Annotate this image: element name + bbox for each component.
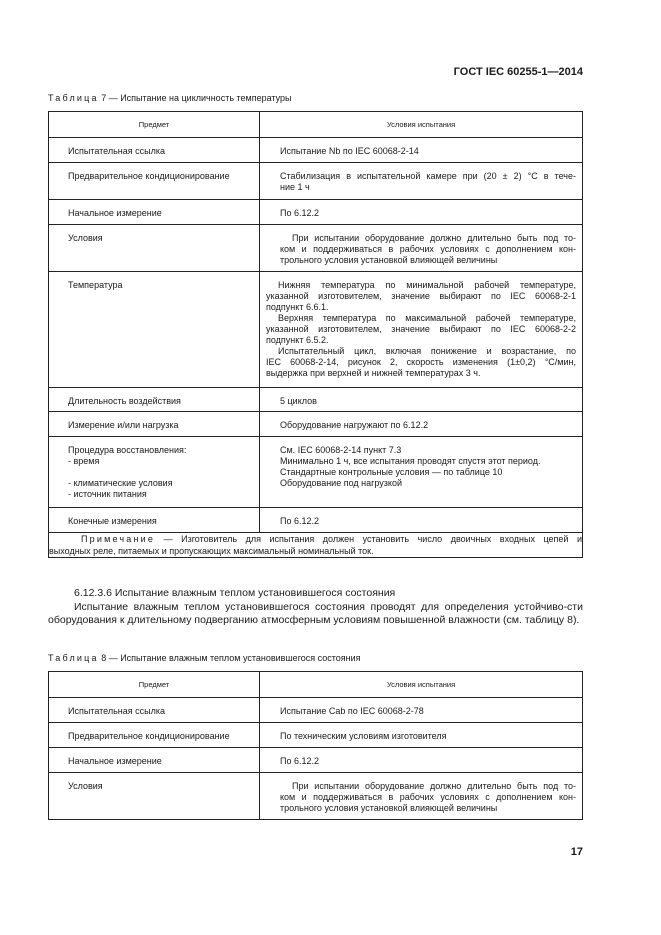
row-subject: Процедура восстановления: xyxy=(68,445,187,455)
table7-caption xyxy=(48,93,292,103)
row-condition: Верхняя температура по максимальной рабочей температуре, xyxy=(278,313,576,323)
row-subject: Начальное измерение xyxy=(68,208,162,218)
table7-caption-rest: 7 — Испытание на цикличность температуры xyxy=(98,93,292,103)
standard-header: ГОСТ IEC 60255-1—2014 xyxy=(453,66,583,78)
table-row xyxy=(49,437,583,508)
table-row xyxy=(49,508,583,533)
table8-col-subject: Предмет xyxy=(49,672,260,698)
table-row xyxy=(49,723,583,748)
row-condition: Испытательный цикл, включая понижение и возрастание, по xyxy=(278,346,576,356)
row-subject: Предварительное кондиционирование xyxy=(68,731,230,741)
row-condition: Оборудование нагружают по 6.12.2 xyxy=(280,420,429,430)
row-condition: Стандартные контрольные условия — по таблице 10 xyxy=(280,467,503,477)
table7-col-subject: Предмет xyxy=(49,112,260,138)
table-row xyxy=(49,388,583,412)
row-condition: Испытание Nb по IEC 60068-2-14 xyxy=(280,146,419,156)
row-condition: Оборудование под нагрузкой xyxy=(280,478,403,488)
row-subject: Испытательная ссылка xyxy=(68,146,166,156)
row-subject: Условия xyxy=(68,781,103,791)
table-row xyxy=(49,748,583,773)
row-subject: Температура xyxy=(68,280,123,290)
row-condition: По техническим условиям изготовителя xyxy=(280,731,447,741)
row-condition: При испытании оборудование должно длительно быть под то- xyxy=(292,781,576,791)
row-condition: По 6.12.2 xyxy=(280,756,319,766)
row-condition: ком и поддерживаться в рабочих условиях с дополнением кон- xyxy=(280,792,576,802)
table7-col-conditions: Условия испытания xyxy=(260,112,583,138)
row-condition: IEC 60068-2-14, рисунок 2, скорость изменения (1±0,2) °С/мин, xyxy=(266,357,576,367)
row-condition: Испытание Cab по IEC 60068-2-78 xyxy=(280,706,424,716)
table7-note-row xyxy=(49,533,583,558)
row-condition: См. IEC 60068-2-14 пункт 7.3 xyxy=(280,445,402,455)
row-subject: Начальное измерение xyxy=(68,756,162,766)
row-condition: Минимально 1 ч, все испытания проводят спустя этот период. xyxy=(280,456,541,466)
row-subject: Условия xyxy=(68,233,103,243)
table-row xyxy=(49,200,583,225)
table8 xyxy=(48,671,583,820)
table-row xyxy=(49,225,583,272)
section-paragraph: Испытание влажным теплом установившегося состояния проводят для определения устойчиво-сти оборудования к длительному подверганию атмосферным условиям повышенной влажности (см. таблицу 8). xyxy=(48,600,583,626)
row-condition: По 6.12.2 xyxy=(280,516,319,526)
row-condition: указанной изготовителем, значение выбирают по IEC 60068-2-2 xyxy=(266,324,576,334)
table7-note xyxy=(49,533,583,558)
row-subject: Длительность воздействия xyxy=(68,396,181,406)
row-condition: указанной изготовителем, значение выбирают по IEC 60068-2-1 xyxy=(266,291,576,301)
row-condition: Стабилизация в испытательной камере при (20 ± 2) °С в тече- xyxy=(280,171,576,181)
table-row xyxy=(49,773,583,820)
page-number: 17 xyxy=(570,846,583,858)
table8-col-conditions: Условия испытания xyxy=(260,672,583,698)
note-text-line2: выходных реле, питаемых и пропускающих максимальный номинальный ток. xyxy=(49,546,374,556)
row-condition: трольного условия установкой влияющей величины xyxy=(280,255,498,265)
table8-caption-rest: 8 — Испытание влажным теплом установившегося состояния xyxy=(98,653,361,663)
table8-caption xyxy=(48,653,361,663)
row-subject: Измерение и/или нагрузка xyxy=(68,420,179,430)
table-row xyxy=(49,698,583,723)
row-subject: Конечные измерения xyxy=(68,516,157,526)
row-condition: Нижняя температура по минимальной рабочей температуре, xyxy=(278,280,576,290)
row-subject: Испытательная ссылка xyxy=(68,706,166,716)
table-row xyxy=(49,163,583,200)
row-condition: подпункт 6.5.2. xyxy=(266,335,329,345)
table-row xyxy=(49,138,583,163)
row-subject: - климатические условия xyxy=(68,478,173,488)
row-subject-spacer xyxy=(68,467,255,478)
table7-caption-word: Таблица xyxy=(48,93,99,103)
note-word: Примечание xyxy=(81,534,156,544)
table7-header-row xyxy=(49,112,583,138)
row-condition: трольного условия установкой влияющей величины xyxy=(280,803,498,813)
row-condition: 5 циклов xyxy=(280,396,317,406)
table8-header-row xyxy=(49,672,583,698)
row-subject: - источник питания xyxy=(68,489,147,499)
row-condition: подпункт 6.6.1. xyxy=(266,302,329,312)
row-subject: - время xyxy=(68,456,100,466)
row-subject: Предварительное кондиционирование xyxy=(68,171,230,181)
row-condition: ком и поддерживаться в рабочих условиях с дополнением кон- xyxy=(280,244,576,254)
section-block xyxy=(48,587,583,628)
table8-caption-word: Таблица xyxy=(48,653,99,663)
row-condition: выдержка при верхней и нижней температурах 3 ч. xyxy=(266,368,481,378)
row-condition: ние 1 ч xyxy=(280,182,310,192)
note-text-line1: — Изготовитель для испытания должен установить число двоичных входных цепей и xyxy=(155,534,582,544)
table-row xyxy=(49,412,583,437)
row-condition: При испытании оборудование должно длительно быть под то- xyxy=(292,233,576,243)
section-heading: 6.12.3.6 Испытание влажным теплом установившегося состояния xyxy=(74,587,396,599)
table-row xyxy=(49,272,583,388)
table7 xyxy=(48,111,583,558)
row-condition: По 6.12.2 xyxy=(280,208,319,218)
